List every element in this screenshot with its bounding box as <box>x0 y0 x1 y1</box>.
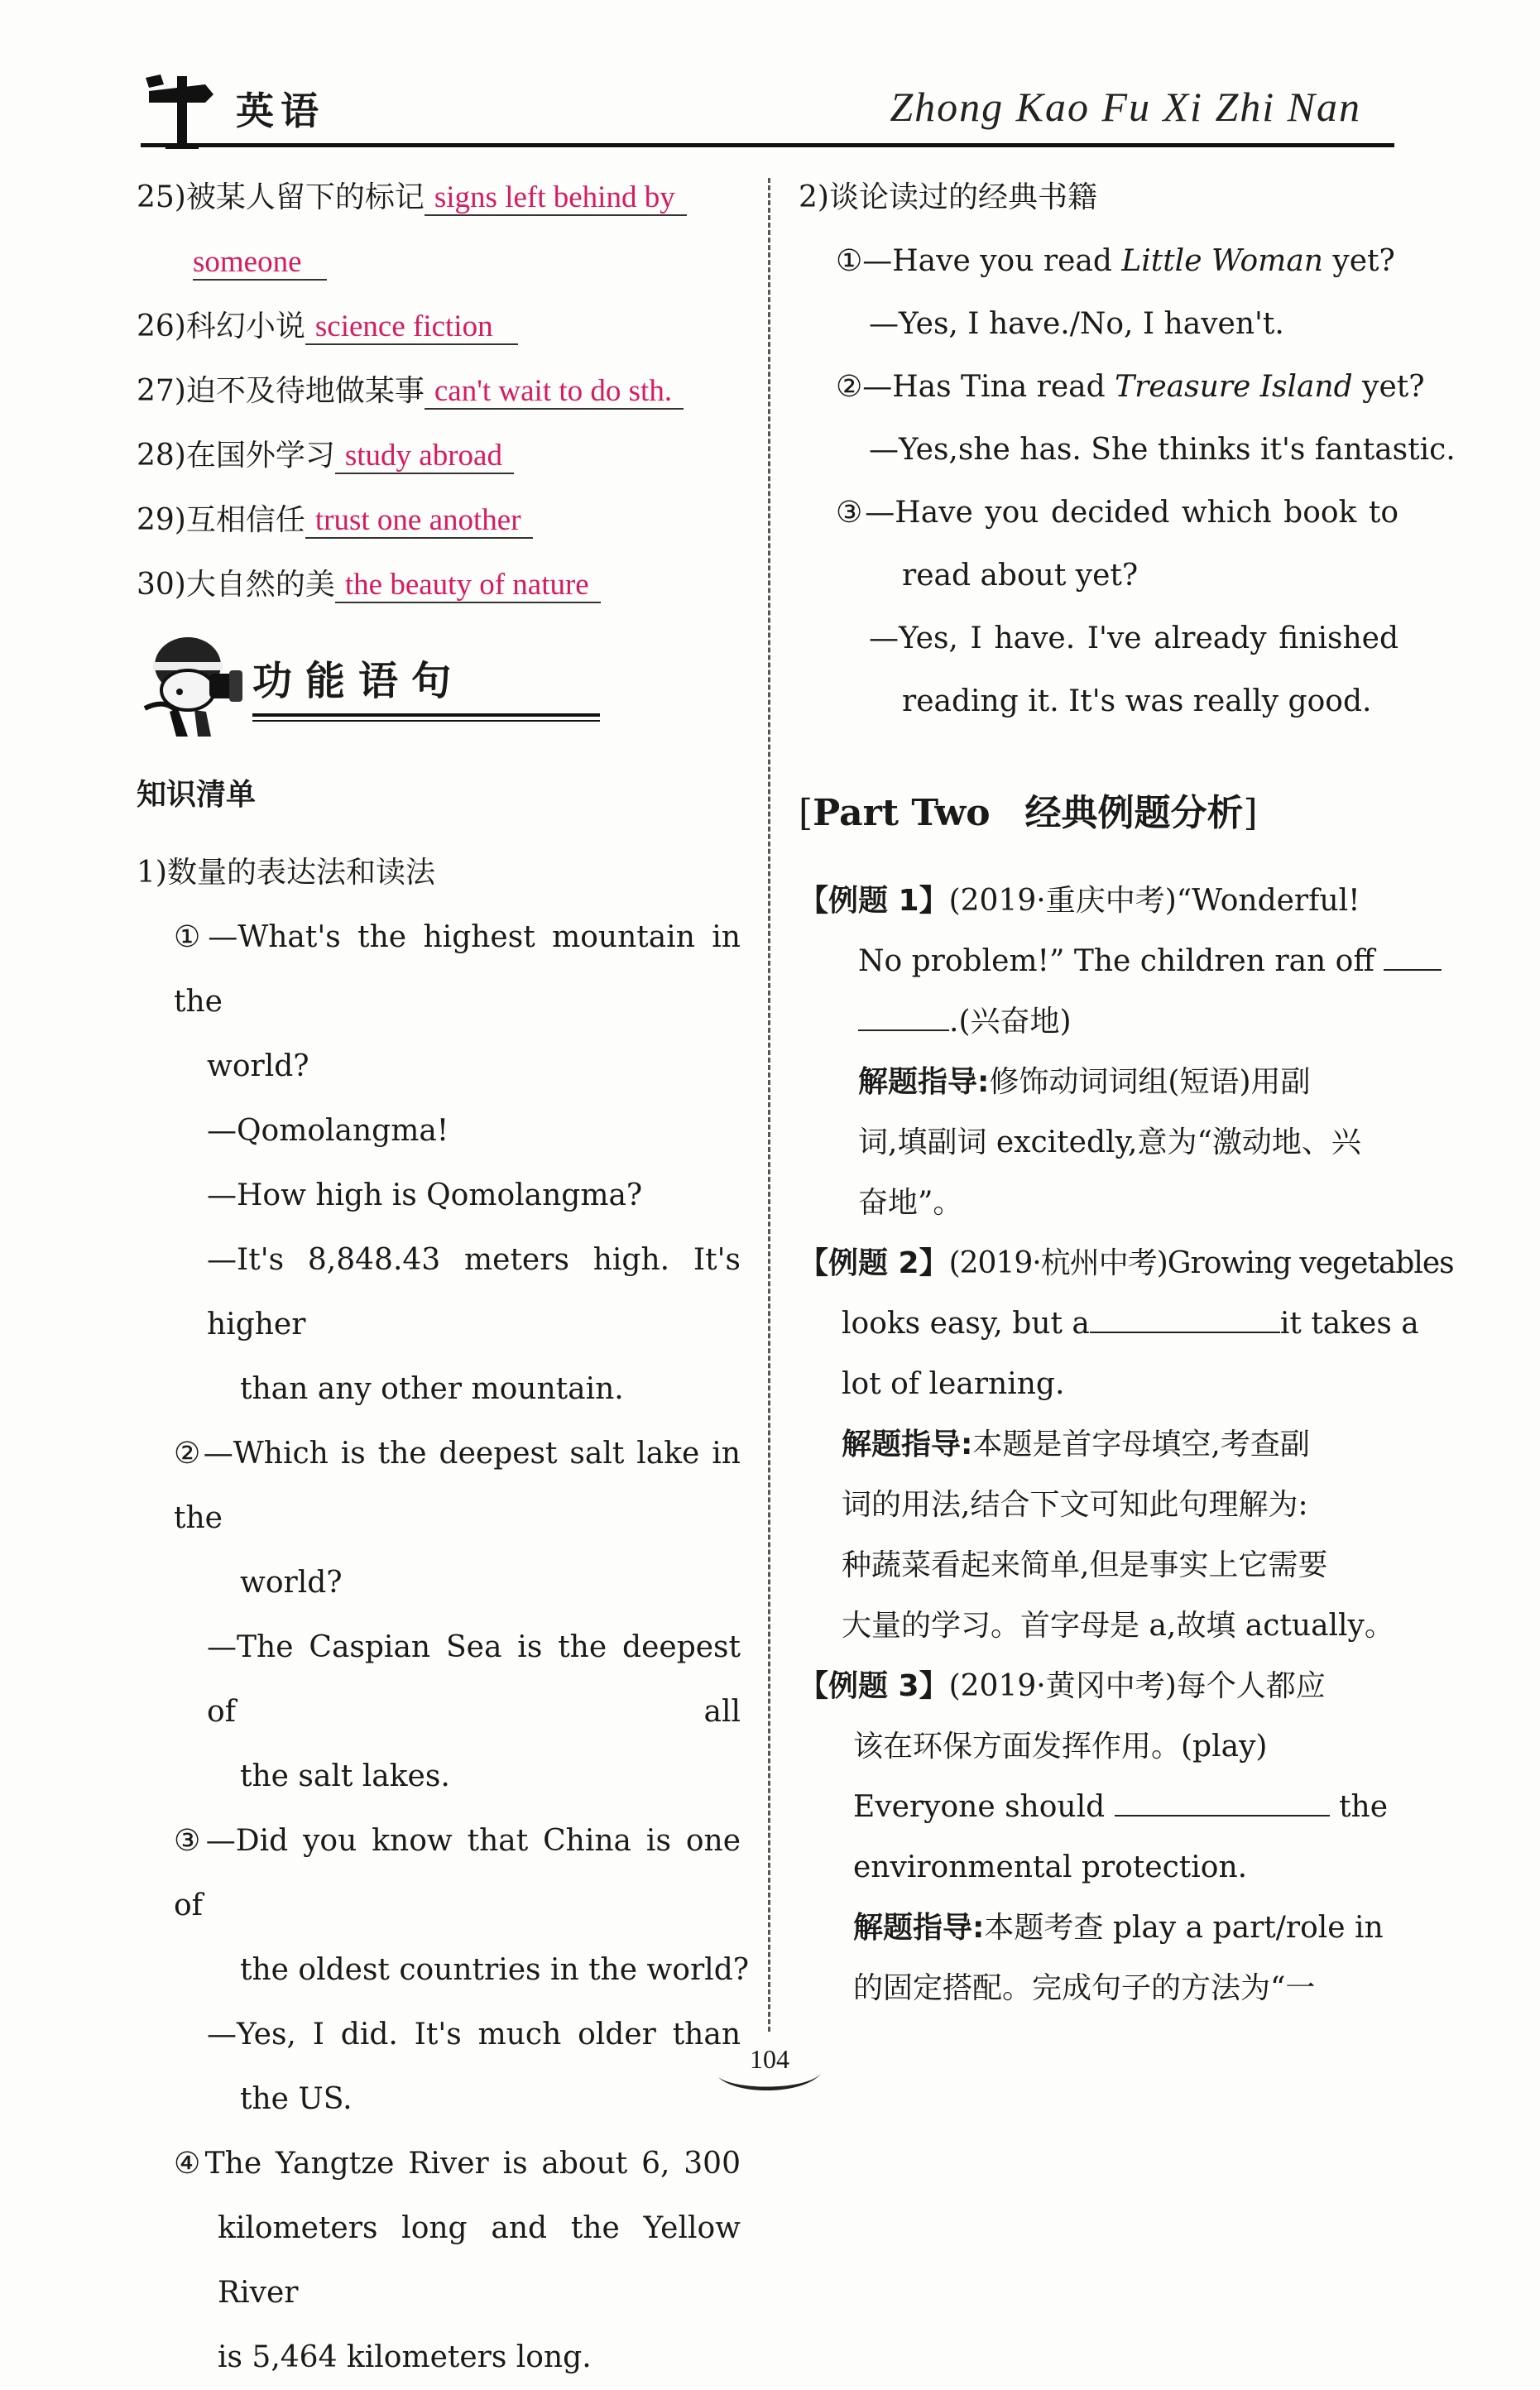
dialogue-line: the oldest countries in the world? <box>240 1953 750 1987</box>
example-3-guide <box>799 1898 1398 1958</box>
vocab-chinese: 大自然的美 <box>185 568 335 602</box>
text-fragment: looks easy, but a <box>842 1307 1090 1341</box>
vocab-number: 26) <box>137 310 186 343</box>
statement-line: is 5,464 kilometers long. <box>218 2340 592 2374</box>
dialogue-line: world? <box>207 1049 309 1083</box>
example-1-guide: 奋地”。 <box>858 1186 963 1220</box>
example-3-line <box>799 1777 1398 1837</box>
dialogue-line: read about yet? <box>902 559 1139 593</box>
book-title: Treasure Island <box>1115 370 1353 404</box>
dialogue-line: —Yes, I have./No, I haven't. <box>869 307 1284 341</box>
vocab-chinese: 迫不及待地做某事 <box>185 374 425 408</box>
example-1-line <box>799 871 1398 931</box>
example-label: 【例题 3】 <box>799 1669 949 1703</box>
vocab-item-25 <box>137 166 741 230</box>
dialogue-line: —How high is Qomolangma? <box>207 1178 643 1212</box>
book-title: Zhong Kao Fu Xi Zhi Nan <box>890 84 1361 130</box>
vocab-chinese: 被某人留下的标记 <box>185 180 425 214</box>
vocab-item-28 <box>137 424 741 488</box>
text-fragment: yet? <box>1352 370 1425 404</box>
vocab-number: 27) <box>137 374 186 408</box>
knowledge-list-title: 知识清单 <box>137 778 257 812</box>
text-fragment: Everyone should <box>853 1790 1106 1824</box>
part-title: 经典例题分析 <box>1024 792 1244 834</box>
example-3-line: environmental protection. <box>853 1850 1248 1884</box>
text-fragment: ①—Have you read <box>836 244 1122 278</box>
column-divider <box>768 178 770 2032</box>
topic-heading: 2)谈论读过的经典书籍 <box>799 180 1097 214</box>
example-3-line: 该在环保方面发挥作用。(play) <box>853 1730 1268 1764</box>
vocab-answer: trust one another <box>305 503 533 539</box>
text-fragment: 修饰动词词组(短语)用副 <box>989 1065 1311 1099</box>
dialogue-line: than any other mountain. <box>240 1372 624 1406</box>
cartoon-binoculars-icon <box>137 626 252 741</box>
example-3-guide: 的固定搭配。完成句子的方法为“一 <box>853 1971 1316 2005</box>
dialogue-line: ①—What's the highest mountain in the <box>174 920 741 1019</box>
topic-heading: 1)数量的表达法和读法 <box>137 856 435 890</box>
example-2-guide <box>799 1414 1398 1475</box>
text-fragment: (2019·杭州中考)Growing vegetables <box>948 1246 1454 1280</box>
dialogue-line: —Qomolangma! <box>207 1114 449 1148</box>
answer-blank[interactable] <box>1384 944 1442 971</box>
dialogue-line: world? <box>240 1566 343 1600</box>
example-1-guide: 词,填副词 excitedly,意为“激动地、兴 <box>858 1125 1361 1159</box>
dialogue-line: —It's 8,848.43 meters high. It's higher <box>207 1243 741 1341</box>
vocab-answer: the beauty of nature <box>335 568 601 603</box>
vocab-chinese: 在国外学习 <box>185 439 335 473</box>
part-two-heading <box>799 768 1398 859</box>
example-1-line <box>799 931 1398 991</box>
dialogue-line: ③—Did you know that China is one of <box>174 1824 741 1922</box>
book-title: Little Woman <box>1121 244 1323 278</box>
vocab-number: 25) <box>137 180 186 214</box>
answer-blank[interactable] <box>1090 1307 1280 1333</box>
page-header <box>141 58 1394 146</box>
dialogue-line: the US. <box>240 2082 353 2116</box>
vocab-answer: signs left behind by <box>425 180 687 216</box>
vocab-answer: science fiction <box>305 310 518 345</box>
example-1-guide <box>799 1052 1398 1112</box>
vocab-item-27 <box>137 359 741 424</box>
dialogue-line <box>799 230 1398 293</box>
text-fragment: .(兴奋地) <box>949 1005 1072 1039</box>
header-rule <box>141 143 1394 147</box>
text-fragment: (2019·重庆中考)“Wonderful! <box>948 884 1360 918</box>
vocab-item-25-continued <box>137 230 741 295</box>
right-column <box>799 166 1456 2018</box>
part-label: Part Two <box>813 792 991 834</box>
text-fragment: 本题考查 play a part/role in <box>984 1911 1384 1945</box>
example-label: 【例题 2】 <box>799 1246 949 1280</box>
dialogue-line: —The Caspian Sea is the deepest of all <box>207 1630 741 1729</box>
vocab-item-29 <box>137 488 741 553</box>
text-fragment: No problem!” The children ran off <box>858 944 1374 978</box>
vocab-number: 29) <box>137 503 186 537</box>
vocab-number: 30) <box>137 568 186 602</box>
text-fragment: (2019·黄冈中考)每个人都应 <box>948 1669 1326 1703</box>
guide-label: 解题指导: <box>853 1911 985 1945</box>
guide-label: 解题指导: <box>842 1428 973 1461</box>
example-2-guide: 词的用法,结合下文可知此句理解为: <box>842 1488 1308 1522</box>
answer-blank[interactable] <box>858 1005 949 1031</box>
section-banner <box>137 626 741 750</box>
dialogue-line: ②—Which is the deepest salt lake in the <box>174 1437 741 1535</box>
dialogue-line: —Yes, I have. I've already finished <box>869 621 1398 655</box>
bracket-open: [ <box>799 792 813 834</box>
vocab-answer: someone <box>193 245 327 281</box>
example-2-guide: 大量的学习。首字母是 a,故填 actually。 <box>842 1609 1394 1643</box>
vocab-item-30 <box>137 553 741 617</box>
statement-line: ④The Yangtze River is about 6, 300 <box>174 2147 741 2181</box>
statement-line: kilometers long and the Yellow River <box>218 2211 741 2310</box>
dialogue-line: —Yes,she has. She thinks it's fantastic. <box>869 433 1456 467</box>
example-2-line <box>799 1233 1454 1293</box>
page-number-badge <box>712 2044 828 2102</box>
signpost-logo-icon <box>141 66 223 149</box>
banner-underline <box>252 713 600 717</box>
example-1-line <box>799 991 1398 1052</box>
vocab-number: 28) <box>137 439 186 473</box>
vocab-answer: study abroad <box>335 439 514 474</box>
page-number: 104 <box>750 2044 789 2074</box>
text-fragment: ②—Has Tina read <box>836 370 1115 404</box>
vocab-chinese: 科幻小说 <box>185 310 305 343</box>
left-column <box>137 166 750 2390</box>
text-fragment: yet? <box>1322 244 1395 278</box>
dialogue-line: reading it. It's was really good. <box>902 684 1372 718</box>
section-banner-title: 功能语句 <box>252 658 465 704</box>
example-2-line <box>799 1293 1419 1354</box>
vocab-item-26 <box>137 295 741 359</box>
example-label: 【例题 1】 <box>799 884 949 918</box>
guide-label: 解题指导: <box>858 1065 990 1099</box>
subject-title: 英语 <box>236 89 325 133</box>
example-2-guide: 种蔬菜看起来简单,但是事实上它需要 <box>842 1548 1328 1582</box>
dialogue-line: the salt lakes. <box>240 1759 450 1793</box>
vocab-chinese: 互相信任 <box>185 503 305 537</box>
banner-underline-thin <box>252 720 600 722</box>
vocab-answer: can't wait to do sth. <box>425 374 684 410</box>
text-fragment: 本题是首字母填空,考查副 <box>972 1428 1310 1461</box>
dialogue-line: ③—Have you decided which book to <box>836 496 1398 530</box>
dialogue-line: —Yes, I did. It's much older than <box>207 2018 741 2052</box>
text-fragment: it takes a <box>1279 1307 1419 1341</box>
example-3-line <box>799 1656 1398 1716</box>
answer-blank[interactable] <box>1115 1790 1330 1816</box>
example-2-line: lot of learning. <box>842 1367 1065 1401</box>
bracket-close: ] <box>1243 792 1258 834</box>
dialogue-line <box>799 356 1425 419</box>
text-fragment: the <box>1339 1790 1389 1824</box>
